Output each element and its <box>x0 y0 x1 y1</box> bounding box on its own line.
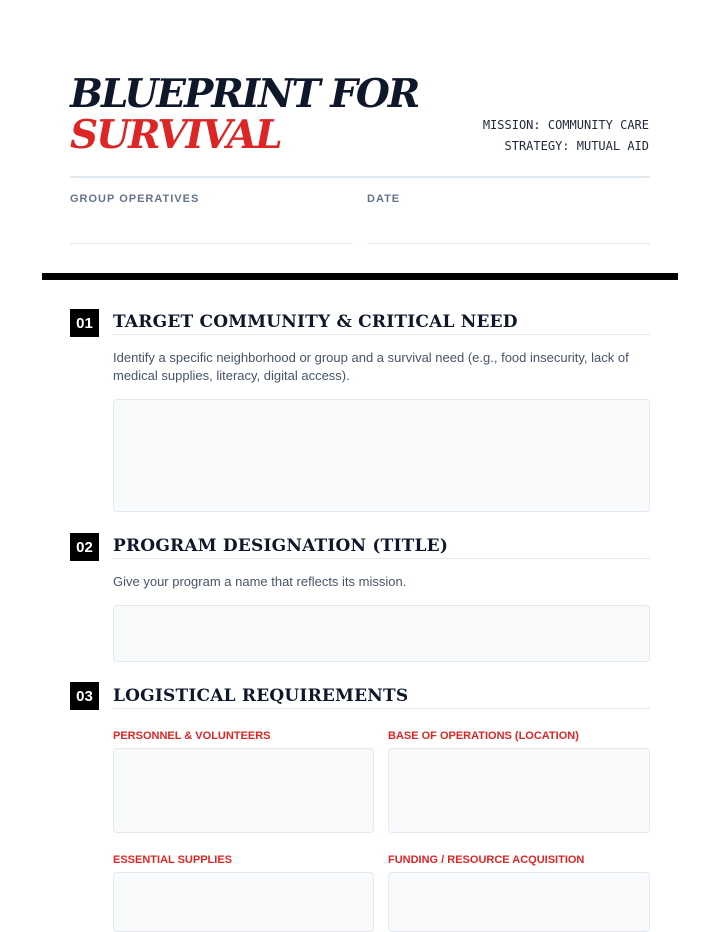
section-title-program-designation: PROGRAM DESIGNATION (TITLE) <box>113 536 449 556</box>
section-number-01: 01 <box>70 309 99 337</box>
group-operatives-label: GROUP OPERATIVES <box>70 193 200 205</box>
section-number-03: 03 <box>70 682 99 710</box>
base-of-operations-label: BASE OF OPERATIONS (LOCATION) <box>388 730 579 742</box>
funding-resource-textarea[interactable] <box>388 872 650 932</box>
funding-resource-label: FUNDING / RESOURCE ACQUISITION <box>388 854 585 866</box>
personnel-volunteers-textarea[interactable] <box>113 748 374 833</box>
group-operatives-field[interactable] <box>70 243 353 244</box>
date-field[interactable] <box>367 243 650 244</box>
section-rule <box>113 558 650 559</box>
section-title-logistical-requirements: LOGISTICAL REQUIREMENTS <box>113 686 409 706</box>
section-rule <box>113 708 650 709</box>
base-of-operations-textarea[interactable] <box>388 748 650 833</box>
date-label: DATE <box>367 193 401 205</box>
section-divider-bar <box>42 273 678 280</box>
mission-text: MISSION: COMMUNITY CARE <box>482 118 649 132</box>
section-title-target-community: TARGET COMMUNITY & CRITICAL NEED <box>113 312 518 332</box>
document-title-line-2: SURVIVAL <box>70 112 281 158</box>
essential-supplies-textarea[interactable] <box>113 872 374 932</box>
essential-supplies-label: ESSENTIAL SUPPLIES <box>113 854 232 866</box>
personnel-volunteers-label: PERSONNEL & VOLUNTEERS <box>113 730 271 742</box>
section-description-target-community: Identify a specific neighborhood or group and a survival need (e.g., food insecurity, lack of medical supplies, literacy, digital access). <box>113 350 629 383</box>
section-number-02: 02 <box>70 533 99 561</box>
program-title-input[interactable] <box>113 605 650 662</box>
header-divider <box>70 176 650 178</box>
target-community-textarea[interactable] <box>113 399 650 512</box>
section-description-program-designation: Give your program a name that reflects its mission. <box>113 574 407 589</box>
document-title-line-1: BLUEPRINT FOR <box>70 71 419 117</box>
strategy-text: STRATEGY: MUTUAL AID <box>504 139 649 153</box>
section-rule <box>113 334 650 335</box>
